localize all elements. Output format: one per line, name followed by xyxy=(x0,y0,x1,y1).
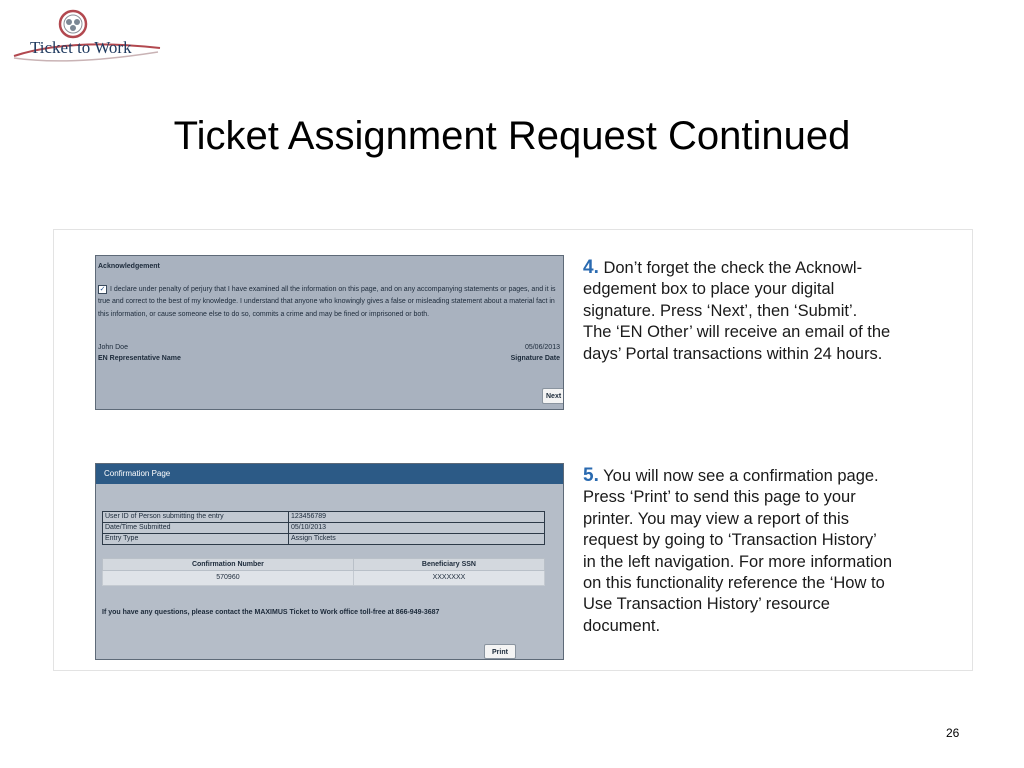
confirmation-number: 570960 xyxy=(103,571,354,586)
step-line: on this functionality reference the ‘How to xyxy=(583,574,885,593)
table-cell-label: User ID of Person submitting the entry xyxy=(103,512,289,523)
ticket-to-work-logo xyxy=(10,8,170,70)
step-line: Press ‘Print’ to send this page to your xyxy=(583,488,856,507)
acknowledgement-checkbox[interactable]: ✓ xyxy=(99,286,106,293)
acknowledgement-screenshot xyxy=(95,255,564,410)
step-line: in the left navigation. For more information xyxy=(583,552,893,571)
table-header-row xyxy=(103,559,545,571)
column-header: Beneficiary SSN xyxy=(353,559,544,571)
table-row xyxy=(103,534,545,545)
step-line: edgement box to place your digital xyxy=(583,280,835,299)
beneficiary-ssn: XXXXXXX xyxy=(353,571,544,586)
contact-note: If you have any questions, please contact the MAXIMUS Ticket to Work office toll-free at 866-949-3687 xyxy=(102,609,440,616)
step-4-instructions xyxy=(583,257,958,365)
print-button[interactable]: Print xyxy=(484,644,516,659)
signature-date: 05/06/2013 xyxy=(524,344,560,351)
page-number: 26 xyxy=(946,726,960,740)
table-cell-label: Date/Time Submitted xyxy=(103,523,289,534)
logo-text: Ticket to Work xyxy=(30,38,132,57)
step-5-instructions xyxy=(583,465,958,637)
table-row xyxy=(103,571,545,586)
confirmation-screenshot xyxy=(95,463,564,660)
table-row xyxy=(103,523,545,534)
representative-name-label: EN Representative Name xyxy=(98,355,181,362)
signature-date-label: Signature Date xyxy=(510,355,560,362)
content-frame xyxy=(53,229,973,671)
representative-name: John Doe xyxy=(98,344,128,351)
step-line: printer. You may view a report of this xyxy=(583,509,849,528)
step-number: 5. xyxy=(583,465,599,486)
confirmation-page-header: Confirmation Page xyxy=(96,464,563,484)
step-line: Use Transaction History’ resource xyxy=(583,595,830,614)
table-cell-value: Assign Tickets xyxy=(289,534,545,545)
step-line: signature. Press ‘Next’, then ‘Submit’. xyxy=(583,301,858,320)
submission-info-table xyxy=(102,511,545,545)
table-cell-label: Entry Type xyxy=(103,534,289,545)
acknowledgement-statement: I declare under penalty of perjury that I have examined all the information on this page, and on any accompanying statements or pages, and it is true and correct to the best of my knowledge. I understand that anyone who knowingly gives a false or misleading statement about a material fact in this information, or cause someone else to do so, commits a crime and may be fined or imprisoned or both. xyxy=(98,286,556,318)
acknowledgement-heading: Acknowledgement xyxy=(98,263,160,270)
table-row xyxy=(103,512,545,523)
table-cell-value: 05/10/2013 xyxy=(289,523,545,534)
step-line: Don’t forget the check the Acknowl- xyxy=(603,259,863,277)
table-cell-value: 123456789 xyxy=(289,512,545,523)
step-line: days’ Portal transactions within 24 hours. xyxy=(583,344,883,363)
slide-title: Ticket Assignment Request Continued xyxy=(173,114,851,158)
step-line: request by going to ‘Transaction History’ xyxy=(583,531,877,550)
step-line: The ‘EN Other’ will receive an email of the xyxy=(583,323,891,342)
step-line: You will now see a confirmation page. xyxy=(603,467,879,485)
confirmation-number-table xyxy=(102,558,545,586)
next-button[interactable]: Next xyxy=(542,388,564,404)
step-line: document. xyxy=(583,616,661,635)
step-number: 4. xyxy=(583,257,599,278)
column-header: Confirmation Number xyxy=(103,559,354,571)
